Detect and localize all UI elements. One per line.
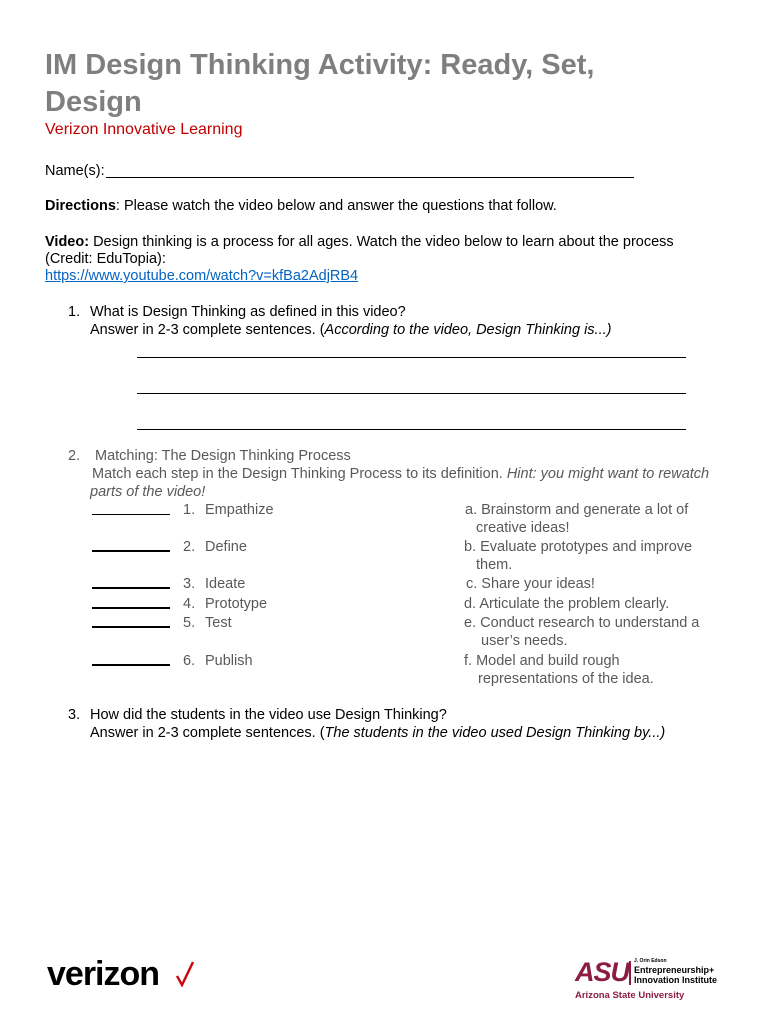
verizon-check-icon	[176, 961, 194, 987]
verizon-logo	[47, 955, 159, 994]
step-2-blank[interactable]	[92, 550, 170, 552]
step-3-label: Ideate	[205, 576, 246, 592]
q1-instruction-text: Answer in 2-3 complete sentences. (	[90, 322, 325, 338]
asu-logo-mark: ASU	[575, 957, 630, 987]
step-2-number: 2.	[183, 539, 196, 555]
q2-instruction-text: Match each step in the Design Thinking Process to its definition.	[92, 466, 507, 482]
video-link[interactable]: https://www.youtube.com/watch?v=kfBa2AdjRB4	[45, 268, 359, 284]
step-6-blank[interactable]	[92, 664, 170, 666]
q3-question: How did the students in the video use Design Thinking?	[90, 707, 447, 723]
definition-b-line1: b. Evaluate prototypes and improve	[464, 539, 693, 555]
q2-hint-line2: parts of the video!	[90, 484, 206, 500]
definition-f-line1: f. Model and build rough	[464, 653, 620, 669]
q1-answer-line-1[interactable]	[137, 357, 686, 358]
step-5-blank[interactable]	[92, 626, 170, 628]
page-title: IM Design Thinking Activity: Ready, Set, Design	[45, 49, 595, 118]
video-description	[45, 233, 674, 251]
video-label: Video:	[45, 234, 90, 250]
q2-hint-line2-wrap	[90, 483, 205, 501]
definition-b-line2: them.	[476, 557, 513, 573]
definition-a-line1: a. Brainstorm and generate a lot of	[465, 502, 689, 518]
definition-c: c. Share your ideas!	[466, 576, 595, 592]
names-field-line[interactable]	[106, 177, 634, 178]
step-5-label: Test	[205, 615, 232, 631]
definition-e-line2: user’s needs.	[481, 633, 568, 649]
step-6-label: Publish	[205, 653, 253, 669]
step-4-number: 4.	[183, 596, 196, 612]
directions	[45, 197, 557, 215]
directions-text: : Please watch the video below and answer the questions that follow.	[115, 198, 557, 214]
asu-university-name: Arizona State University	[575, 990, 685, 1001]
definition-d: d. Articulate the problem clearly.	[464, 596, 670, 612]
asu-divider	[629, 961, 631, 985]
step-1-blank[interactable]	[92, 514, 170, 515]
step-1-number: 1.	[183, 502, 196, 518]
step-2-label: Define	[205, 539, 247, 555]
q2-instruction	[92, 465, 709, 483]
q3-prompt: The students in the video used Design Thinking by...)	[324, 725, 666, 741]
step-1-label: Empathize	[205, 502, 274, 518]
definition-e-line1: e. Conduct research to understand a	[464, 615, 700, 631]
q1-answer-line-2[interactable]	[137, 393, 686, 394]
q1-prompt: According to the video, Design Thinking is...)	[324, 322, 612, 338]
verizon-logo-text: verizon	[47, 955, 160, 993]
asu-institute-prefix: J. Orin Edson	[634, 958, 667, 964]
video-text: Design thinking is a process for all ages. Watch the video below to learn about the process	[89, 234, 674, 250]
names-label: Name(s):	[45, 163, 105, 179]
definition-a-line2: creative ideas!	[476, 520, 570, 536]
step-4-label: Prototype	[205, 596, 268, 612]
asu-institute-line3: Innovation Institute	[634, 975, 717, 985]
q2-hint-line1: Hint: you might want to rewatch	[506, 466, 710, 482]
step-3-number: 3.	[183, 576, 196, 592]
video-credit: (Credit: EduTopia):	[45, 251, 166, 267]
q1-number: 1.	[68, 304, 81, 320]
step-6-number: 6.	[183, 653, 196, 669]
page-subtitle: Verizon Innovative Learning	[45, 121, 243, 138]
q3-instruction-text: Answer in 2-3 complete sentences. (	[90, 725, 325, 741]
q1-instruction	[90, 321, 611, 339]
q3-number: 3.	[68, 707, 81, 723]
step-5-number: 5.	[183, 615, 196, 631]
q2-number: 2.	[68, 448, 81, 464]
q2-title: Matching: The Design Thinking Process	[95, 448, 351, 464]
asu-institute-line2: Entrepreneurship+	[634, 965, 715, 975]
step-4-blank[interactable]	[92, 607, 170, 609]
directions-label: Directions	[45, 198, 116, 214]
step-3-blank[interactable]	[92, 587, 170, 589]
q1-question: What is Design Thinking as defined in this video?	[90, 304, 406, 320]
definition-f-line2: representations of the idea.	[478, 671, 654, 687]
q1-answer-line-3[interactable]	[137, 429, 686, 430]
q3-instruction	[90, 724, 665, 742]
